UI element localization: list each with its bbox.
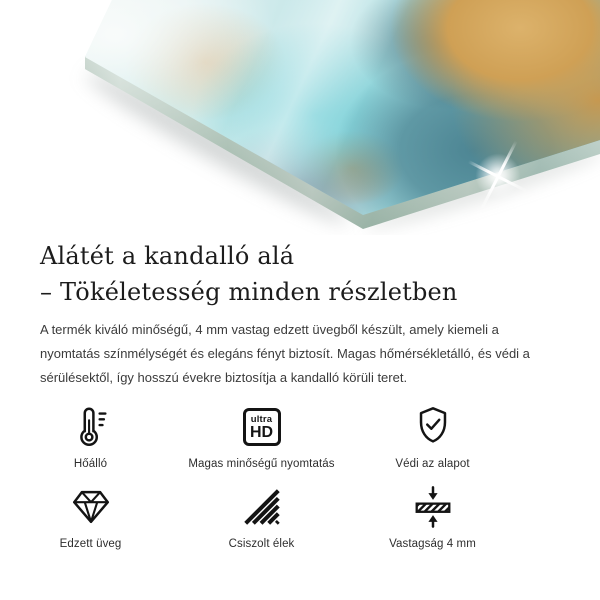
sparkle-highlight-icon: [469, 147, 527, 205]
features-grid: [5, 404, 600, 550]
feature-thickness: [347, 484, 518, 550]
page-title: [40, 238, 560, 310]
feature-label: Vastagság 4 mm: [389, 538, 476, 550]
feature-label: Magas minőségű nyomtatás: [188, 458, 335, 470]
feature-protects-base: [347, 404, 518, 470]
feature-polished-edges: [176, 484, 347, 550]
feature-tempered-glass: [5, 484, 176, 550]
feature-label: Hőálló: [73, 458, 108, 470]
page-title-line1: Alátét a kandalló alá: [40, 242, 295, 270]
feature-label: Védi az alapot: [395, 458, 470, 470]
thickness-icon: [410, 484, 456, 530]
page-title-line2: – Tökéletesség minden részletben: [40, 278, 458, 306]
shield-check-icon: [410, 404, 456, 450]
ultra-hd-badge-bottom: HD: [249, 423, 274, 441]
product-description: A termék kiváló minőségű, 4 mm vastag edzett üvegből készült, amely kiemeli a nyomtatás színmélységét és elegáns fényt biztosít. Magas hőmérsékletálló, és védi a sérülésektől, így hosszú évekre biztosítja a kandalló körüli teret.: [40, 322, 530, 385]
feature-label: Edzett üveg: [59, 538, 122, 550]
ultra-hd-badge-top: ultra: [250, 413, 273, 425]
diamond-icon: [68, 484, 114, 530]
thermometer-icon: [68, 404, 114, 450]
feature-label: Csiszolt élek: [228, 538, 295, 550]
polished-edges-icon: [239, 484, 285, 530]
feature-heat-resistant: [5, 404, 176, 470]
ultra-hd-icon: [243, 408, 281, 446]
feature-print-quality: [176, 404, 347, 470]
product-image: [0, 0, 600, 235]
